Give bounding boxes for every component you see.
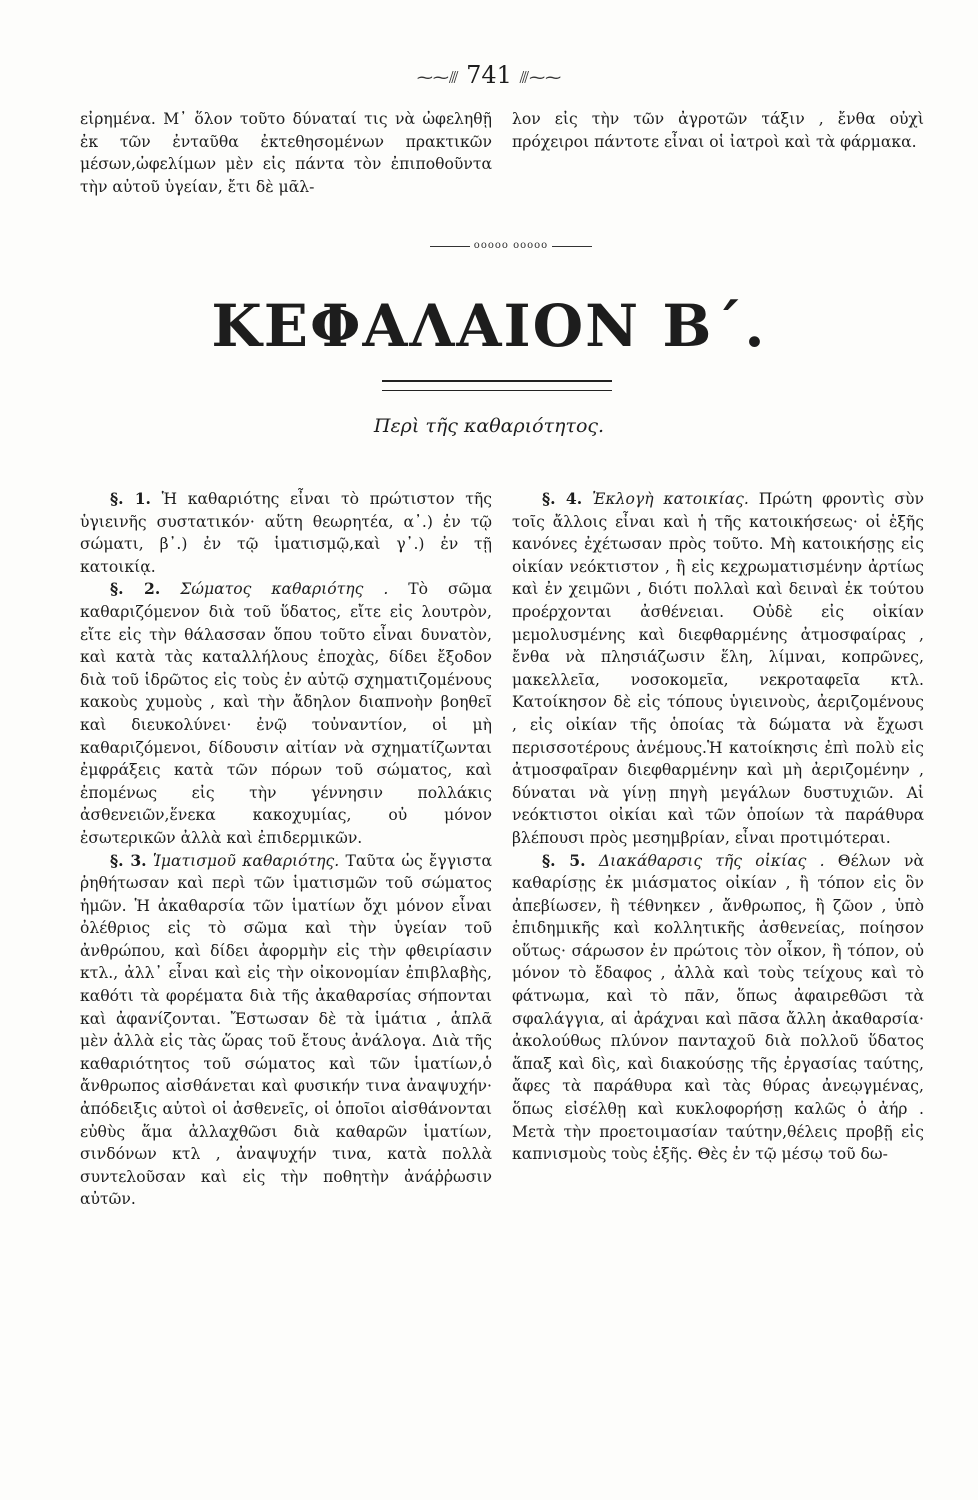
section-4-number: §. 4. <box>542 489 583 508</box>
divider-ornament: ooooo ooooo <box>470 240 552 251</box>
section-1 <box>80 488 492 578</box>
section-3-title: Ἱματισμοῦ καθαριότης. <box>152 851 340 870</box>
section-2 <box>80 578 492 849</box>
right-column <box>512 488 924 1166</box>
section-2-number: §. 2. <box>110 579 161 599</box>
top-right-text: λον εἰς τὴν τῶν ἀγροτῶν τάξιν , ἔνθα οὐχὶ πρόχειροι πάντοτε εἶναι οἱ ἰατροὶ καὶ τὰ φάρμακα. <box>512 110 924 151</box>
section-1-text: Ἡ καθαριότης εἶναι τὸ πρώτιστον τῆς ὑγιεινῆς συστατικόν· αὕτη θεωρητέα, α᾽.) ἐν τῷ σώματι, β᾽.) ἐν τῷ ἱματισμῷ,καὶ γ᾽.) ἐν τῇ κατοικίᾳ. <box>80 490 492 576</box>
chapter-title: ΚΕΦΑΛΑΙΟΝ Β΄. <box>211 292 767 360</box>
section-2-text: Τὸ σῶμα καθαριζόμενον διὰ τοῦ ὕδατος, εἴτε εἰς λουτρὸν, εἴτε εἰς τὴν θάλασσαν ὅπου τοῦτο εἶναι δυνατὸν, καὶ κατὰ τὰς καταλλήλους ἐποχὰς, δίδει ἔξοδον διὰ τοῦ ἱδρῶτος εἰς τοὺς ἐν αὐτῷ σχηματιζομένους κακοὺς χυμοὺς , καὶ τὴν ἄδηλον διαπνοὴν βοηθεῖ καὶ διευκολύνει· ἐνῷ τοὐναντίον, οἱ μὴ καθαριζόμενοι, δίδουσιν αἰτίαν νὰ σχηματίζωνται ἐμφράξεις κατὰ τῶν πόρων τοῦ σώματος, καὶ ἐπομένως εἰς τὴν γέννησιν πολλάκις ἀσθενειῶν,ἕνεκα κακοχυμίας, οὐ μόνον ἐσωτερικῶν ἀλλὰ καὶ ἐπιδερμικῶν. <box>80 580 492 847</box>
top-left-text: εἰρημένα. Μ᾽ ὅλον τοῦτο δύναταί τις νὰ ὠφεληθῇ ἐκ τῶν ἐνταῦθα ἐκτεθησομένων πρακτικῶν μέσων,ὠφελίμων μὲν εἰς πάντα τὸν ἐπιποθοῦντα τὴν αὐτοῦ ὑγείαν, ἔτι δὲ μᾶλ- <box>80 110 492 196</box>
section-4 <box>512 488 924 850</box>
chapter-subtitle: Περὶ τῆς καθαριότητος. <box>373 415 605 437</box>
chapter-rule <box>382 380 612 391</box>
section-5-text: Θέλων νὰ καθαρίσῃς ἐκ μιάσματος οἰκίαν , ἢ τόπον εἰς ὃν ἀπεβίωσεν, ἢ τέθνηκεν , ἄνθρωπος, ἢ ζῶον , ὑπὸ ἐπιδημικῆς καὶ κολλητικῆς ἀσθενείας, ποίησον οὕτως· σάρωσον ἐν πρώτοις τὸν οἶκον, ἢ τόπον, οὐ μόνον τὸ ἔδαφος , ἀλλὰ καὶ τοὺς τείχους καὶ τὸ φάτνωμα, καὶ τὸ πᾶν, ὅπως ἀφαιρεθῶσι τὰ σφαλάγγια, αἱ ἀράχναι καὶ πᾶσα ἄλλη ἀκαθαρσία· ἀκολούθως πλύνον πανταχοῦ διὰ πολλοῦ ὕδατος ἅπαξ καὶ δὶς, καὶ διακούσῃς τῆς ἐργασίας ταύτης, ἄφες τὰ παράθυρα καὶ τὰς θύρας ἀνεῳγμένας, ὅπως εἰσέλθῃ καὶ κυκλοφορήσῃ καλῶς ὁ ἀήρ . Μετὰ τὴν προετοιμασίαν ταύτην,θέλεις προβῇ εἰς καπνισμοὺς τοὺς ἑξῆς. Θὲς ἐν τῷ μέσῳ τοῦ δω- <box>512 851 924 1164</box>
section-5-title: Διακάθαρσις τῆς οἰκίας . <box>598 851 825 870</box>
section-5-number: §. 5. <box>542 850 586 870</box>
ornamental-divider <box>430 240 592 257</box>
top-left-paragraph <box>80 108 492 198</box>
ornament-right: ⫻⁓⁓ <box>519 68 562 87</box>
top-right-paragraph <box>512 108 924 153</box>
page-number: 741 <box>466 61 512 89</box>
left-column <box>80 488 492 1211</box>
section-4-title: Ἐκλογὴ κατοικίας. <box>592 490 749 508</box>
section-3-number: §. 3. <box>110 850 147 870</box>
page-header <box>0 60 978 93</box>
section-3-text: Ταῦτα ὡς ἔγγιστα ῥηθήτωσαν καὶ περὶ τῶν ἱματισμῶν τοῦ σώματος ἡμῶν. Ἡ ἀκαθαρσία τῶν ἱματίων ὄχι μόνον εἶναι ὀλέθριος εἰς τὸ σῶμα καὶ τὴν ὑγείαν τοῦ ἀνθρώπου, καὶ δίδει ἀφορμὴν εἰς τὴν φθειρίασιν κτλ., ἀλλ᾽ εἶναι καὶ εἰς τὴν οἰκονομίαν ἐπιβλαβὴς, καθότι τὰ φορέματα διὰ τῆς ἀκαθαρσίας σήπονται καὶ ἀφανίζονται. Ἔστωσαν δὲ τὰ ἱμάτια , ἁπλᾶ μὲν ἀλλὰ εἰς τὰς ὥρας τοῦ ἔτους ἀνάλογα. Διὰ τῆς καθαριότητος τοῦ σώματος καὶ τῶν ἱματίων,ὁ ἄνθρωπος αἰσθάνεται καὶ φυσικήν τινα ἀναψυχήν· ἀπόδειξις αὐτοὶ οἱ ἀσθενεῖς, οἱ ὁποῖοι αἰσθάνονται εὐθὺς ἅμα ἀλλαχθῶσι διὰ καθαρῶν ἱματίων, σινδόνων κτλ , ἀναψυχήν τινα, κατὰ πολλὰ συντελοῦσαν καὶ εἰς τὴν ποθητὴν ἀνάῤῥωσιν αὐτῶν. <box>80 851 492 1209</box>
section-1-number: §. 1. <box>110 489 151 508</box>
section-4-text: Πρώτη φροντὶς σὺν τοῖς ἄλλοις εἶναι καὶ ἡ τῆς κατοικήσεως· οἱ ἑξῆς κανόνες ἐχέτωσαν πρὸς τοῦτο. Μὴ κατοικήσῃς εἰς οἰκίαν νεόκτιστον , ἢ εἰς κεχρωματισμένην ἀρτίως καὶ ἐν χειμῶνι , διότι πολλαὶ καὶ δειναὶ ἐκ τούτου προέρχονται ἀσθένειαι. Οὐδὲ εἰς οἰκίαν μεμολυσμένης καὶ διεφθαρμένης ἀτμοσφαίρας , ἔνθα νὰ πλησιάζωσιν ἕλη, λίμναι, κοπρῶνες, μακελλεῖα, νοσοκομεῖα, νεκροταφεῖα κτλ. Κατοίκησον δὲ εἰς τόπους ὑγιεινοὺς, ἀεριζομένους , εἰς οἰκίαν τῆς ὁποίας τὰ δώματα νὰ ἔχωσι περισσοτέρους ἀνέμους.Ἡ κατοίκησις ἐπὶ πολὺ εἰς ἀτμοσφαῖραν διεφθαρμένην καὶ μὴ ἀεριζομένην , δύναται νὰ γίνῃ πηγὴ μεγάλων δυστυχιῶν. Αἱ νεόκτιστοι οἰκίαι καὶ τῶν ὁποίων τὰ παράθυρα βλέπουσι πρὸς μεσημβρίαν, εἶναι προτιμότεραι. <box>512 490 924 847</box>
section-5 <box>512 850 924 1166</box>
section-3 <box>80 850 492 1212</box>
ornament-left: ⁓⁓⫻ <box>416 68 459 87</box>
section-2-title: Σώματος καθαριότης . <box>180 580 389 599</box>
